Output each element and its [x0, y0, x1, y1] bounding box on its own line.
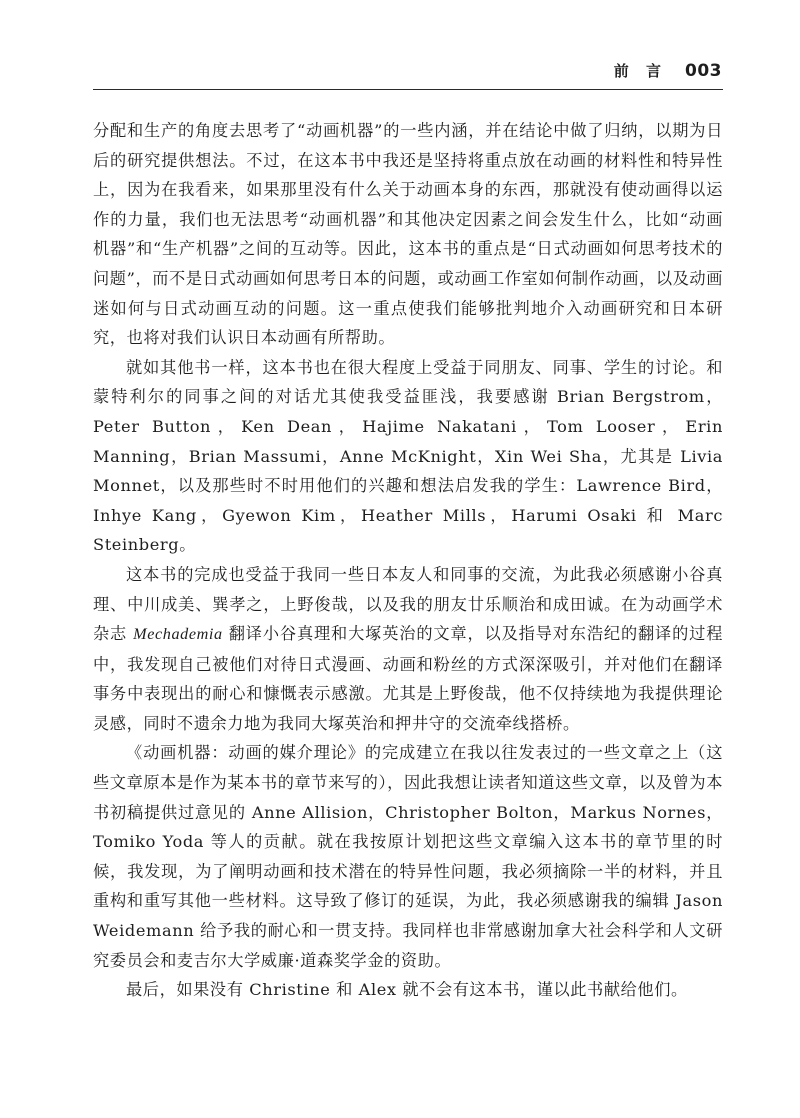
paragraph-acknowledgements-publications: 《动画机器：动画的媒介理论》的完成建立在我以往发表过的一些文章之上（这些文章原本是作为某本书的章节来写的），因此我想让读者知道这些文章，以及曾为本书初稿提供过意见的 Anne Allision，Christopher Bolton，Markus Nornes，Tomiko Yoda 等人的贡献。就在我按原计划把这些文章编入这本书的章节里的时候，我发现，为了阐明动画和技术潜在的特异性问题，我必须摘除一半的材料，并且重构和重写其他一些材料。这导致了修订的延误，为此，我必须感谢我的编辑 Jason Weidemann 给予我的耐心和一贯支持。我同样也非常感谢加拿大社会科学和人文研究委员会和麦吉尔大学威廉·道森奖学金的资助。	[93, 743, 723, 970]
running-head	[614, 60, 722, 81]
section-title: 前 言	[613, 62, 667, 80]
paragraph-text: 翻译小谷真理和大塚英治的文章，以及指导对东浩纪的翻译的过程中，我发现自己被他们对待日式漫画、动画和粉丝的方式深深吸引，并对他们在翻译事务中表现出的耐心和慷慨表示感激。尤其是上野俊哉，他不仅持续地为我提供理论灵感，同时不遗余力地为我同大塚英治和押井守的交流牵线搭桥。	[93, 624, 723, 733]
paragraph-acknowledgements-japan	[93, 560, 723, 739]
journal-title: Mechademia	[133, 625, 223, 644]
paragraph-acknowledgements-colleagues: 就如其他书一样，这本书也在很大程度上受益于同朋友、同事、学生的讨论。和蒙特利尔的同事之间的对话尤其使我受益匪浅，我要感谢 Brian Bergstrom，Peter Button，Ken Dean，Hajime Nakatani，Tom Looser，Erin Manning，Brian Massumi，Anne McKnight，Xin Wei Sha，尤其是 Livia Monnet，以及那些时不时用他们的兴趣和想法启发我的学生：Lawrence Bird，Inhye Kang，Gyewon Kim，Heather Mills，Harumi Osaki 和 Marc Steinberg。	[93, 357, 723, 555]
body-text	[93, 116, 723, 1005]
page-number: 003	[685, 61, 722, 81]
paragraph-dedication: 最后，如果没有 Christine 和 Alex 就不会有这本书，谨以此书献给他们。	[126, 980, 688, 1000]
paragraph-continued: 分配和生产的角度去思考了“动画机器”的一些内涵，并在结论中做了归纳，以期为日后的研究提供想法。不过，在这本书中我还是坚持将重点放在动画的材料性和特异性上，因为在我看来，如果那里没有什么关于动画本身的东西，那就没有使动画得以运作的力量，我们也无法思考“动画机器”和其他决定因素之间会发生什么，比如“动画机器”和“生产机器”之间的互动等。因此，这本书的重点是“日式动画如何思考技术的问题”，而不是日式动画如何思考日本的问题，或动画工作室如何制作动画，以及动画迷如何与日式动画互动的问题。这一重点使我们能够批判地介入动画研究和日本研究，也将对我们认识日本动画有所帮助。	[93, 121, 724, 348]
paragraph-text: 这本书的完成也受益于我同一些日本友人和同事的交流，为此我必须感谢小谷真理、中川成美、巽孝之，上野俊哉，以及我的朋友廿乐顺治和成田诚。在为动画学术杂志	[93, 564, 723, 644]
header-rule	[93, 89, 723, 90]
